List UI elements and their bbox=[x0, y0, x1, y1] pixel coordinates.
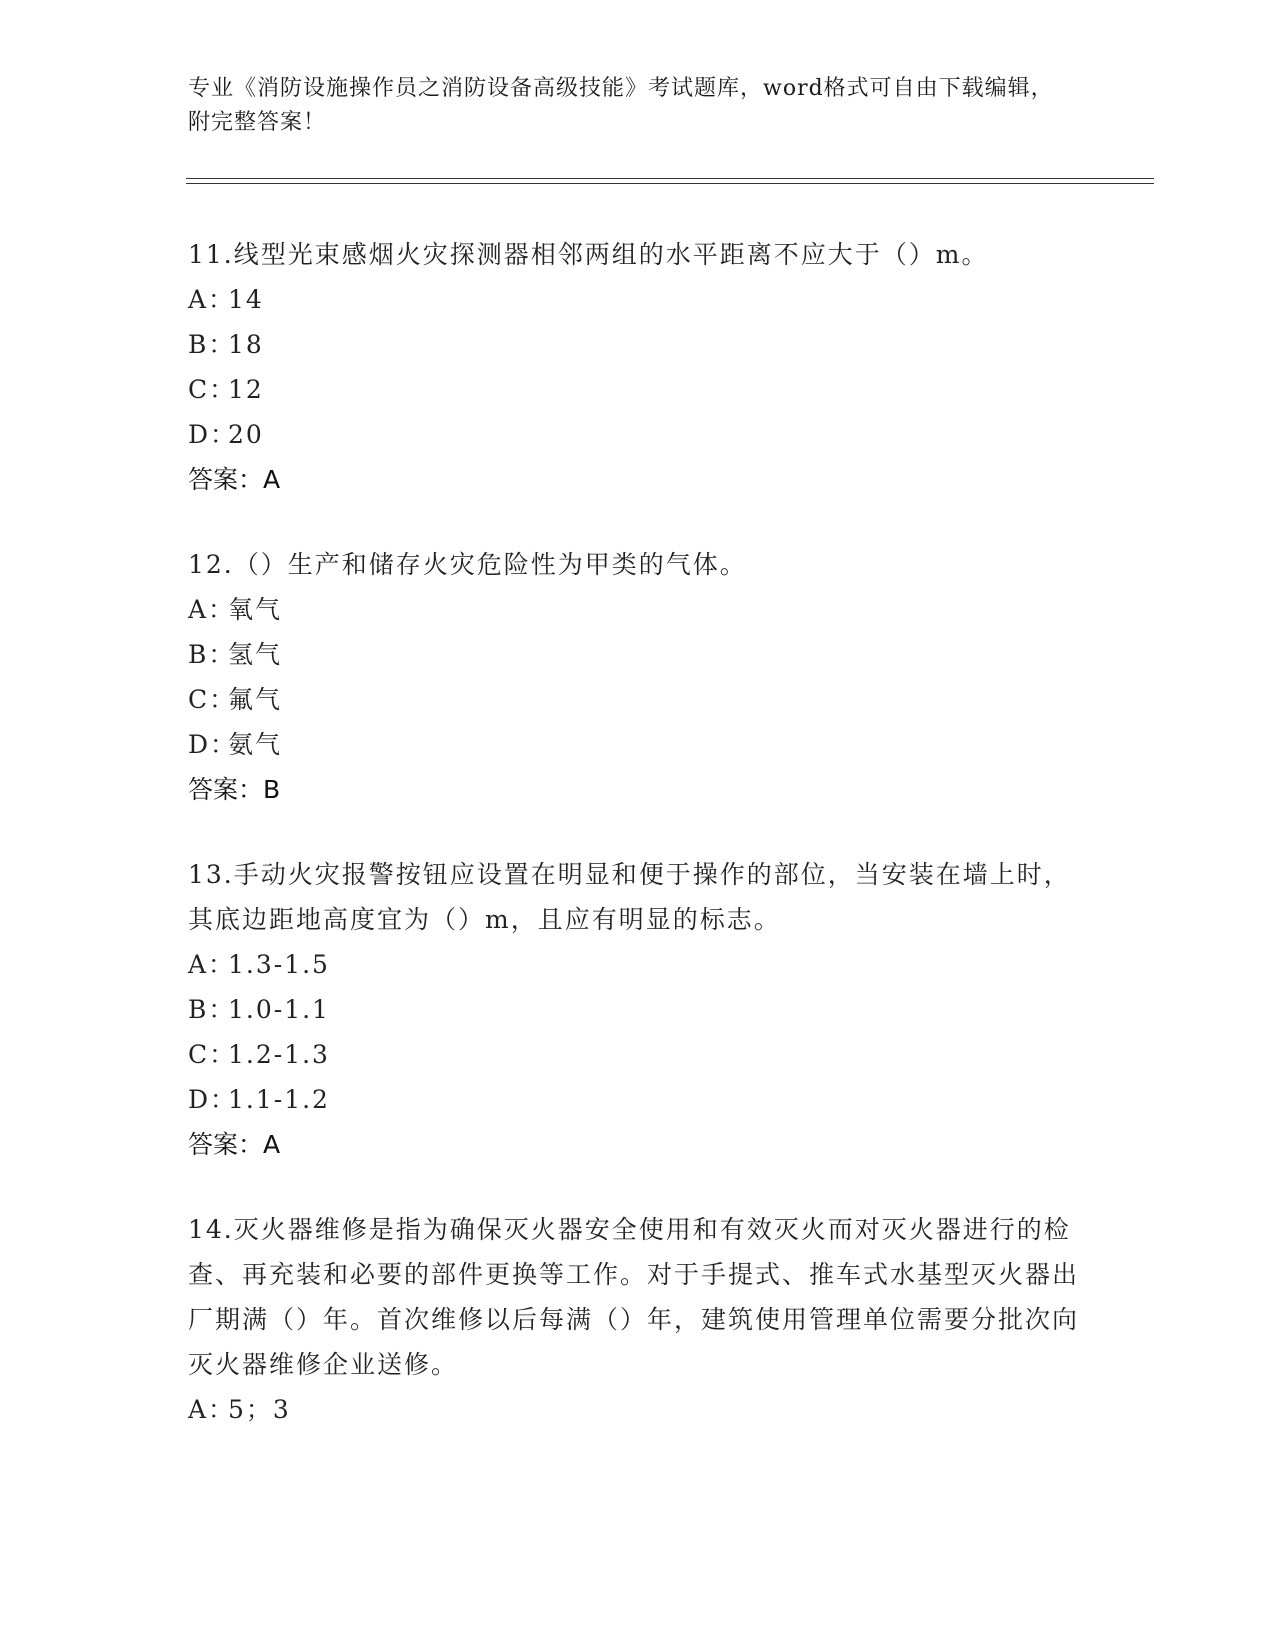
option-label: A： bbox=[188, 950, 236, 979]
option-a bbox=[188, 942, 1088, 987]
answer-text: 答案：A bbox=[188, 465, 281, 494]
option-a bbox=[188, 277, 1088, 322]
option-text: 1.0-1.1 bbox=[228, 995, 330, 1024]
option-c bbox=[188, 677, 1088, 722]
question-list bbox=[188, 232, 1088, 1472]
option-b bbox=[188, 632, 1088, 677]
question-12 bbox=[188, 542, 1088, 812]
option-label: B： bbox=[188, 640, 236, 669]
option-text: 氟气 bbox=[228, 685, 283, 714]
option-b bbox=[188, 987, 1088, 1032]
option-d bbox=[188, 722, 1088, 767]
option-text: 氨气 bbox=[228, 730, 283, 759]
option-text: 氧气 bbox=[228, 595, 283, 624]
option-text: 20 bbox=[228, 420, 264, 449]
option-c bbox=[188, 367, 1088, 412]
option-label: B： bbox=[188, 995, 236, 1024]
answer-text: 答案：A bbox=[188, 1130, 281, 1159]
question-13 bbox=[188, 852, 1088, 1167]
option-b bbox=[188, 322, 1088, 367]
option-a bbox=[188, 587, 1088, 632]
question-14 bbox=[188, 1207, 1088, 1432]
option-label: C： bbox=[188, 685, 237, 714]
option-label: D： bbox=[188, 1085, 238, 1114]
header-divider-top bbox=[186, 178, 1154, 179]
option-c bbox=[188, 1032, 1088, 1077]
header-divider-bottom bbox=[186, 183, 1154, 184]
option-label: A： bbox=[188, 1395, 236, 1424]
option-label: B： bbox=[188, 330, 236, 359]
option-text: 12 bbox=[228, 375, 264, 404]
option-text: 5；3 bbox=[228, 1395, 291, 1424]
question-stem: 14.灭火器维修是指为确保灭火器安全使用和有效灭火而对灭火器进行的检查、再充装和必要的部件更换等工作。对于手提式、推车式水基型灭火器出厂期满（）年。首次维修以后每满（）年，建筑使用管理单位需要分批次向灭火器维修企业送修。 bbox=[188, 1215, 1080, 1379]
option-text: 1.3-1.5 bbox=[228, 950, 330, 979]
option-label: A： bbox=[188, 595, 236, 624]
option-label: A： bbox=[188, 285, 236, 314]
option-a bbox=[188, 1387, 1088, 1432]
question-11 bbox=[188, 232, 1088, 502]
question-stem: 11.线型光束感烟火灾探测器相邻两组的水平距离不应大于（）m。 bbox=[188, 240, 989, 269]
answer-text: 答案：B bbox=[188, 775, 281, 804]
option-d bbox=[188, 412, 1088, 457]
option-label: D： bbox=[188, 420, 238, 449]
option-text: 氢气 bbox=[228, 640, 283, 669]
option-text: 18 bbox=[228, 330, 264, 359]
question-stem: 13.手动火灾报警按钮应设置在明显和便于操作的部位，当安装在墙上时，其底边距地高度宜为（）m，且应有明显的标志。 bbox=[188, 860, 1071, 934]
option-text: 14 bbox=[228, 285, 264, 314]
option-text: 1.1-1.2 bbox=[228, 1085, 330, 1114]
option-label: C： bbox=[188, 1040, 237, 1069]
option-label: D： bbox=[188, 730, 238, 759]
option-text: 1.2-1.3 bbox=[228, 1040, 330, 1069]
document-header bbox=[188, 72, 1068, 140]
header-intro-text: 专业《消防设施操作员之消防设备高级技能》考试题库，word格式可自由下载编辑，附完整答案！ bbox=[188, 76, 1054, 135]
option-label: C： bbox=[188, 375, 237, 404]
option-d bbox=[188, 1077, 1088, 1122]
question-stem: 12.（）生产和储存火灾危险性为甲类的气体。 bbox=[188, 550, 747, 579]
